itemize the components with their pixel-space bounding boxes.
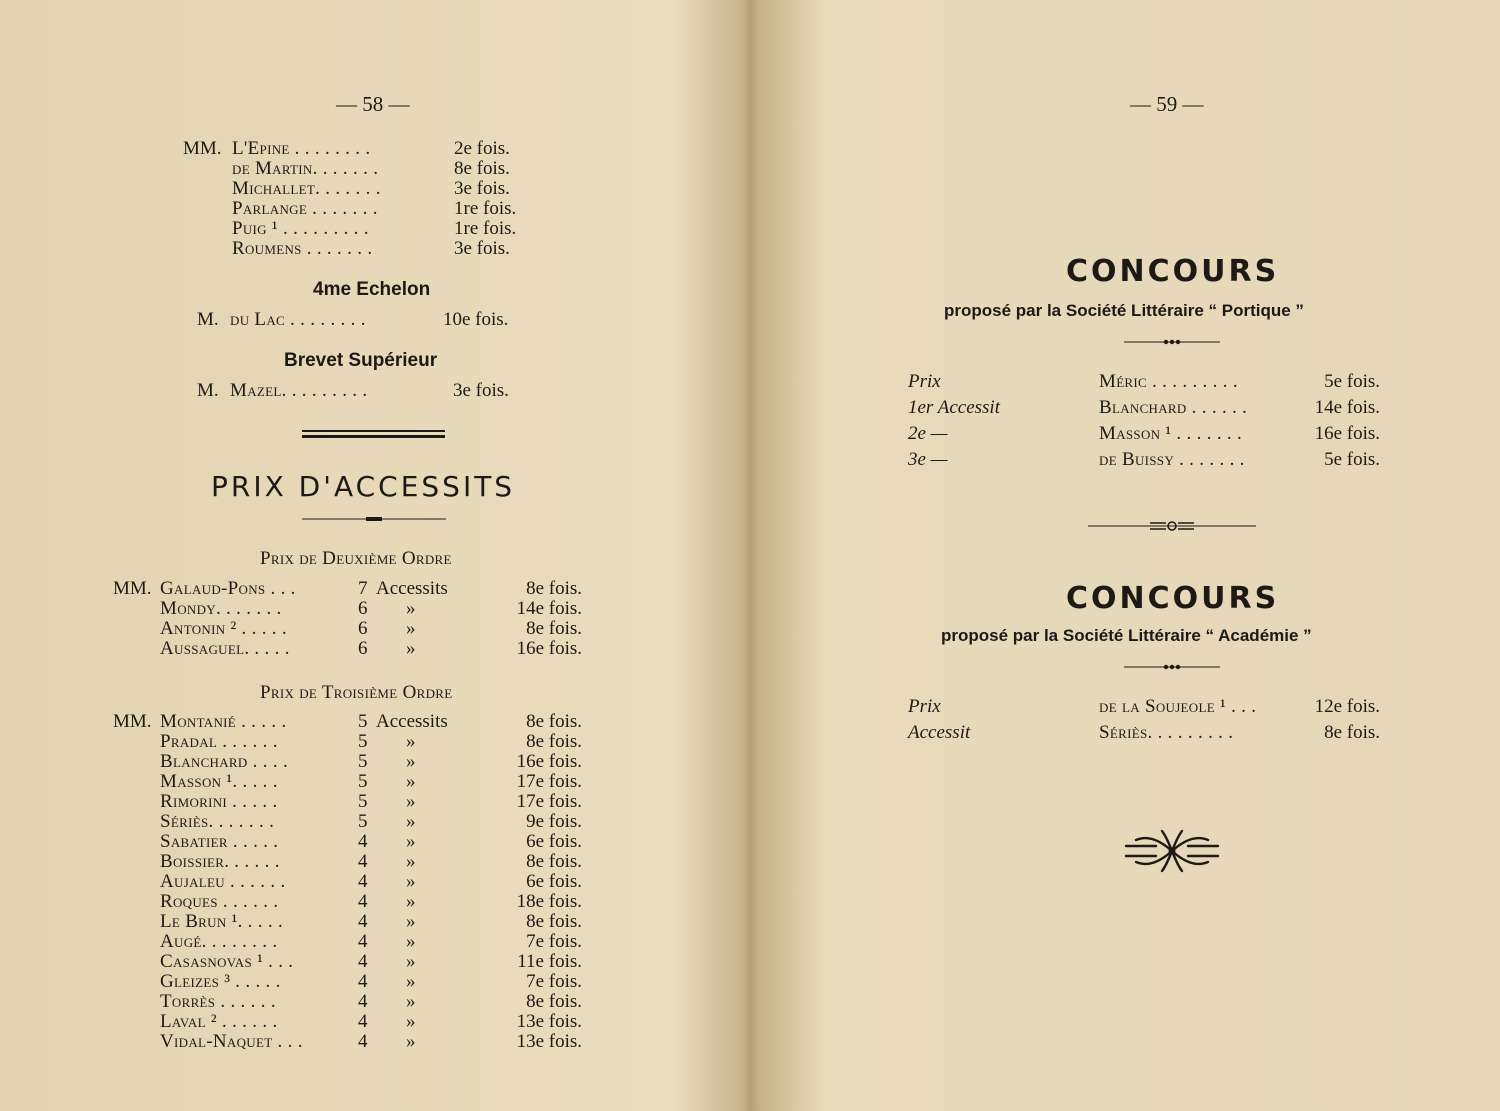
accessit-label: » [406, 791, 416, 812]
table-row [160, 599, 600, 619]
concours2-subtitle: proposé par la Société Littéraire “ Académie ” [941, 626, 1312, 645]
person-name: Masson ¹. . . . . [160, 771, 278, 792]
times-count: 17e fois. [516, 791, 582, 812]
times-count: 11e fois. [517, 951, 582, 972]
person-name: Blanchard . . . . . . [1099, 397, 1248, 418]
times-count: 16e fois. [516, 751, 582, 772]
person-name: Boissier. . . . . . [160, 851, 280, 872]
times-count: 6e fois. [526, 831, 582, 852]
table-row [160, 752, 600, 772]
table-row [160, 792, 600, 812]
accessit-number: 4 [358, 971, 368, 992]
table-row [160, 912, 600, 932]
accessit-label: » [406, 751, 416, 772]
person-name: Sériès. . . . . . . . . [1099, 722, 1234, 743]
table-row [160, 992, 600, 1012]
person-name: Parlange . . . . . . . [232, 198, 378, 219]
page-number: — 59 — [1130, 92, 1204, 116]
person-name: Augé. . . . . . . . [160, 931, 278, 952]
person-name: Pradal . . . . . . [160, 731, 278, 752]
accessit-number: 4 [358, 911, 368, 932]
person-name: Galaud-Pons . . . [160, 578, 296, 599]
times-count: 7e fois. [526, 931, 582, 952]
accessit-number: 6 [358, 598, 368, 619]
person-name: Méric . . . . . . . . . [1099, 371, 1238, 392]
page-59 [752, 0, 1500, 1111]
accessit-label: » [406, 851, 416, 872]
table-row [160, 872, 600, 892]
table-row [908, 723, 1388, 743]
table-row [160, 952, 600, 972]
person-name: Rimorini . . . . . [160, 791, 278, 812]
accessit-number: 5 [358, 771, 368, 792]
award-label: 1er Accessit [908, 397, 1000, 418]
accessit-label: » [406, 811, 416, 832]
accessit-number: 4 [358, 831, 368, 852]
table-row [908, 398, 1388, 418]
deuxieme-ordre-title: Prix de Deuxième Ordre [260, 548, 452, 569]
table-row [160, 579, 600, 599]
times-count: 13e fois. [516, 1031, 582, 1052]
award-label: Prix [908, 696, 941, 717]
accessit-label: » [406, 891, 416, 912]
accessit-number: 4 [358, 1031, 368, 1052]
accessit-label: » [406, 991, 416, 1012]
prix-accessits-title: PRIX D'ACCESSITS [211, 470, 516, 503]
times-count: 18e fois. [516, 891, 582, 912]
prefix: M. [197, 309, 219, 330]
accessit-number: 4 [358, 891, 368, 912]
table-row [908, 450, 1388, 470]
divider-ornament [1124, 662, 1220, 672]
table-row [160, 1032, 600, 1052]
divider-ornament [302, 514, 446, 524]
times-count: 8e fois. [526, 851, 582, 872]
person-name: Masson ¹ . . . . . . . [1099, 423, 1243, 444]
times-count: 3e fois. [453, 380, 509, 401]
times-count: 10e fois. [443, 309, 509, 330]
table-row [160, 832, 600, 852]
person-name: Aussaguel. . . . . [160, 638, 290, 659]
times-count: 8e fois. [526, 578, 582, 599]
table-row [160, 712, 600, 732]
person-name: Mondy. . . . . . . [160, 598, 282, 619]
person-name: Laval ² . . . . . . [160, 1011, 278, 1032]
times-count: 16e fois. [1314, 423, 1380, 444]
double-rule-bottom [302, 435, 445, 438]
accessit-label: Accessits [376, 578, 448, 599]
table-row [908, 424, 1388, 444]
accessit-label: » [406, 911, 416, 932]
accessit-number: 5 [358, 731, 368, 752]
accessit-number: 5 [358, 711, 368, 732]
troisieme-prefix: MM. [113, 711, 152, 732]
accessit-label: » [406, 831, 416, 852]
person-name: de la Soujeole ¹ . . . [1099, 696, 1257, 717]
award-label: 2e — [908, 423, 948, 444]
concours1-title: CONCOURS [1066, 254, 1280, 289]
times-count: 14e fois. [1314, 397, 1380, 418]
times-count: 5e fois. [1324, 371, 1380, 392]
times-count: 8e fois. [1324, 722, 1380, 743]
person-name: Roques . . . . . . [160, 891, 279, 912]
table-row [160, 892, 600, 912]
person-name: Sabatier . . . . . [160, 831, 279, 852]
person-name: Roumens . . . . . . . [232, 238, 373, 259]
table-row [908, 697, 1388, 717]
person-name: Mazel. . . . . . . . . [230, 380, 368, 401]
double-rule-top [302, 430, 445, 432]
accessit-number: 4 [358, 851, 368, 872]
accessit-label: » [406, 951, 416, 972]
award-label: Prix [908, 371, 941, 392]
person-name: Aujaleu . . . . . . [160, 871, 286, 892]
times-count: 8e fois. [454, 158, 510, 179]
person-name: Torrès . . . . . . [160, 991, 276, 1012]
award-label: Accessit [908, 722, 971, 743]
times-count: 7e fois. [526, 971, 582, 992]
award-label: 3e — [908, 449, 948, 470]
times-count: 3e fois. [454, 238, 510, 259]
person-name: Michallet. . . . . . . [232, 178, 381, 199]
table-row [160, 932, 600, 952]
times-count: 9e fois. [526, 811, 582, 832]
times-count: 16e fois. [516, 638, 582, 659]
table-row [908, 372, 1388, 392]
accessit-number: 4 [358, 1011, 368, 1032]
person-name: Sériès. . . . . . . [160, 811, 275, 832]
accessit-number: 4 [358, 871, 368, 892]
person-name: de Martin. . . . . . . [232, 158, 379, 179]
times-count: 8e fois. [526, 711, 582, 732]
divider-ornament [1088, 518, 1256, 534]
floral-tailpiece-ornament [1122, 828, 1222, 874]
table-row [160, 1012, 600, 1032]
accessit-number: 5 [358, 811, 368, 832]
times-count: 1re fois. [454, 198, 517, 219]
divider-ornament [1124, 337, 1220, 347]
person-name: Montanié . . . . . [160, 711, 287, 732]
table-row [160, 732, 600, 752]
accessit-number: 5 [358, 751, 368, 772]
accessit-label: » [406, 638, 416, 659]
deuxieme-prefix: MM. [113, 578, 152, 599]
brevet-title: Brevet Supérieur [284, 350, 438, 371]
person-name: Puig ¹ . . . . . . . . . [232, 218, 369, 239]
times-count: 8e fois. [526, 618, 582, 639]
person-name: Le Brun ¹. . . . . [160, 911, 284, 932]
times-count: 3e fois. [454, 178, 510, 199]
accessit-number: 4 [358, 991, 368, 1012]
page-58 [0, 0, 748, 1111]
accessit-number: 5 [358, 791, 368, 812]
table-row [160, 972, 600, 992]
times-count: 13e fois. [516, 1011, 582, 1032]
accessit-label: » [406, 871, 416, 892]
person-name: du Lac . . . . . . . . [230, 309, 366, 330]
accessit-number: 4 [358, 951, 368, 972]
times-count: 6e fois. [526, 871, 582, 892]
person-name: Gleizes ³ . . . . . [160, 971, 281, 992]
accessit-label: » [406, 931, 416, 952]
accessit-number: 7 [358, 578, 368, 599]
person-name: Vidal-Naquet . . . [160, 1031, 303, 1052]
times-count: 8e fois. [526, 911, 582, 932]
person-name: Antonin ² . . . . . [160, 618, 287, 639]
accessit-label: » [406, 618, 416, 639]
times-count: 5e fois. [1324, 449, 1380, 470]
accessit-label: » [406, 731, 416, 752]
table-row [160, 619, 600, 639]
accessit-label: Accessits [376, 711, 448, 732]
accessit-number: 4 [358, 931, 368, 952]
accessit-label: » [406, 971, 416, 992]
table-row [160, 772, 600, 792]
times-count: 8e fois. [526, 991, 582, 1012]
times-count: 8e fois. [526, 731, 582, 752]
prefix: M. [197, 380, 219, 401]
table-row [160, 812, 600, 832]
table-row [160, 852, 600, 872]
person-name: Blanchard . . . . [160, 751, 288, 772]
troisieme-ordre-title: Prix de Troisième Ordre [260, 682, 453, 703]
person-name: de Buissy . . . . . . . [1099, 449, 1245, 470]
table-row [160, 639, 600, 659]
accessit-label: » [406, 1031, 416, 1052]
accessit-label: » [406, 598, 416, 619]
times-count: 14e fois. [516, 598, 582, 619]
echelon4-title: 4me Echelon [313, 279, 431, 300]
echelon3-prefix: MM. [183, 138, 222, 159]
concours1-subtitle: proposé par la Société Littéraire “ Portique ” [944, 301, 1304, 320]
times-count: 12e fois. [1314, 696, 1380, 717]
times-count: 17e fois. [516, 771, 582, 792]
accessit-number: 6 [358, 638, 368, 659]
times-count: 1re fois. [454, 218, 517, 239]
page-number: — 58 — [336, 92, 410, 116]
person-name: Casasnovas ¹ . . . [160, 951, 294, 972]
accessit-label: » [406, 1011, 416, 1032]
person-name: L'Epine . . . . . . . . [232, 138, 371, 159]
concours2-title: CONCOURS [1066, 581, 1280, 616]
times-count: 2e fois. [454, 138, 510, 159]
accessit-number: 6 [358, 618, 368, 639]
accessit-label: » [406, 771, 416, 792]
